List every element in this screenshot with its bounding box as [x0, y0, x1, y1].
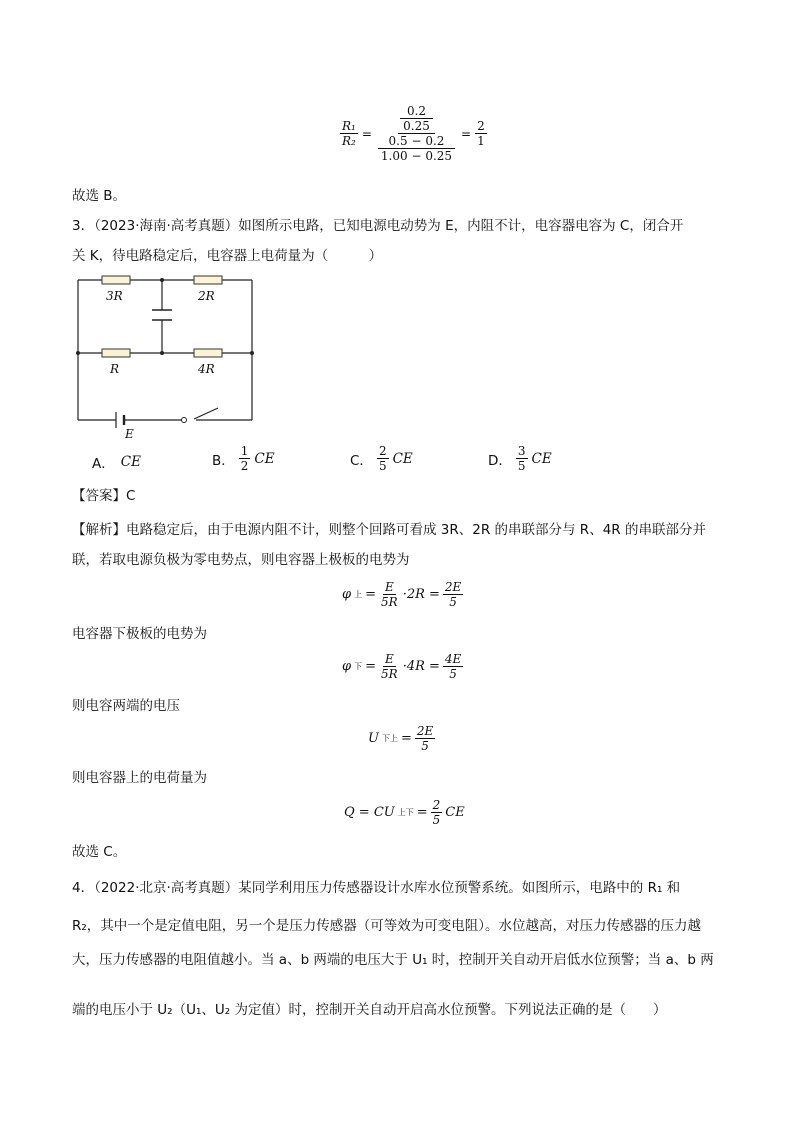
circuit-diagram [70, 272, 260, 444]
q3-text-line2: 关 K，待电路稳定后，电容器上电荷量为（ ） [72, 248, 383, 264]
equation-lower-potential: φ 下 = $\frac{E}{5R}$ ·4R = $\frac{4E}{5}$ [342, 652, 462, 681]
resistor-3r [102, 276, 130, 284]
choice-previous: 故选 B。 [72, 188, 127, 204]
rhs-fraction: $\frac{2}{1}$ [477, 119, 485, 148]
equation-voltage: U 下上 = $\frac{2E}{5}$ [368, 724, 434, 753]
equation-charge: Q = CU 上下 = $\frac{2}{5}$ CE [344, 798, 465, 827]
label-e: E [125, 427, 134, 441]
lhs-fraction: $\frac{\text{R₁}}{\text{R₂}}$ [342, 119, 356, 148]
label-3r: 3R [106, 289, 123, 303]
junction-dot [250, 351, 254, 355]
label-2r: 2R [198, 289, 215, 303]
switch-contact [182, 418, 187, 423]
junction-dot [76, 351, 80, 355]
option-a[interactable]: A． CE [92, 454, 141, 472]
label-4r: 4R [198, 362, 215, 376]
choice-q3: 故选 C。 [72, 844, 127, 860]
q4-text-line1: 4．（2022·北京·高考真题）某同学利用压力传感器设计水库水位预警系统。如图所示，电路中的 R₁ 和 [72, 880, 681, 896]
answer-label: 【答案】C [72, 488, 136, 504]
q4-text-line4: 端的电压小于 U₂（U₁、U₂ 为定值）时，控制开关自动开启高水位预警。下列说法正确的是（ ） [72, 1002, 667, 1018]
analysis-line1: 【解析】电路稳定后，由于电源内阻不计，则整个回路可看成 3R、2R 的串联部分与 R、4R 的串联部分并 [72, 522, 706, 538]
q4-text-line2: R₂，其中一个是定值电阻，另一个是压力传感器（可等效为可变电阻）。水位越高，对压力传感器的压力越 [72, 918, 702, 934]
q3-text-line1: 3．（2023·海南·高考真题）如图所示电路，已知电源电动势为 E，内阻不计，电容器电容为 C，闭合开 [72, 218, 684, 234]
resistor-2r [194, 276, 222, 284]
complex-fraction: 0.2 0.25 0.5 − 0.2 1.00 − 0.25 [376, 104, 457, 163]
junction-dot [160, 278, 164, 282]
ratio-equation: $\frac{\text{R₁}}{\text{R₂}}$ = 0.2 0.25 0.5 − 0.2 1.00 − 0.25 = $\frac{2}{1}$ [342, 104, 485, 163]
label-r: R [110, 362, 120, 376]
equation-upper-potential: φ 上 = $\frac{E}{5R}$ ·2R = $\frac{2E}{5}$ [342, 580, 462, 609]
resistor-4r [194, 349, 222, 357]
text-charge: 则电容器上的电荷量为 [72, 770, 207, 786]
text-voltage: 则电容两端的电压 [72, 698, 180, 714]
q4-text-line3: 大，压力传感器的电阻值越小。当 a、b 两端的电压大于 U₁ 时，控制开关自动开启低水位预警；当 a、b 两 [72, 952, 714, 968]
analysis-line2: 联，若取电源负极为零电势点，则电容器上极板的电势为 [72, 552, 410, 568]
text-lower-plate: 电容器下极板的电势为 [72, 626, 207, 642]
resistor-r [102, 349, 130, 357]
option-d[interactable]: D． $\frac{3}{5}$ CE [488, 444, 552, 473]
option-b[interactable]: B． $\frac{1}{2}$ CE [212, 444, 275, 473]
junction-dot [160, 351, 164, 355]
option-c[interactable]: C． $\frac{2}{5}$ CE [350, 444, 413, 473]
